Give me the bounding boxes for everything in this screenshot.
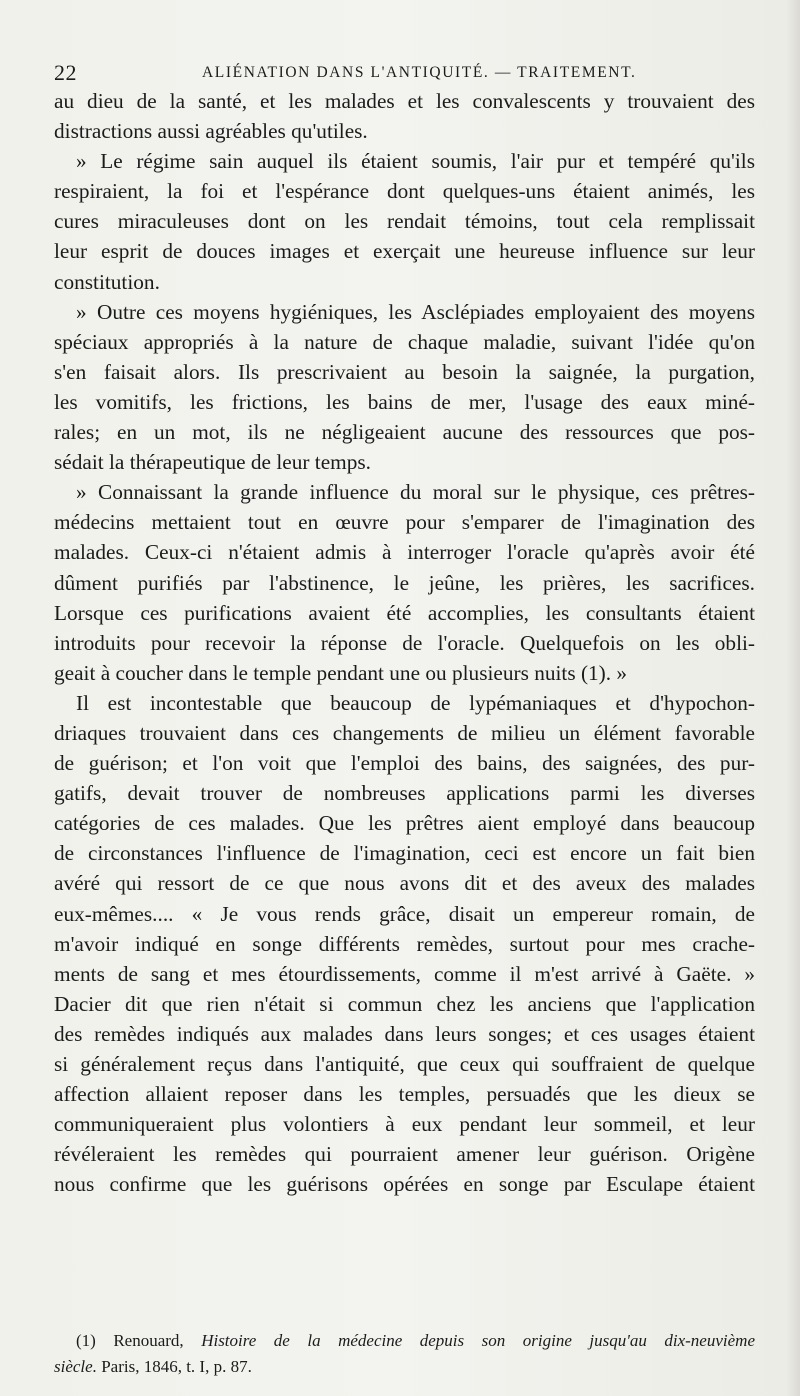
text-line: au dieu de la santé, et les malades et les convalescents y trouvaient des xyxy=(54,89,755,113)
text-line: affection allaient reposer dans les temples, persuadés que les dieux se xyxy=(54,1082,755,1107)
page-edge-shadow xyxy=(786,0,800,1396)
running-head: ALIÉNATION DANS L'ANTIQUITÉ. — TRAITEMENT. xyxy=(202,64,637,81)
text-line: des remèdes indiqués aux malades dans leurs songes; et ces usages étaient xyxy=(54,1021,755,1046)
text-line: » Le régime sain auquel ils étaient soumis, l'air pur et tempéré qu'ils xyxy=(76,149,755,174)
footnote-ref: (1) Renouard, xyxy=(76,1331,184,1350)
text-line: dûment purifiés par l'abstinence, le jeûne, les prières, les sacrifices. xyxy=(54,570,755,595)
text-line: introduits pour recevoir la réponse de l'oracle. Quelquefois on les obli- xyxy=(54,630,755,655)
text-line: sédait la thérapeutique de leur temps. xyxy=(54,450,371,475)
text-line: révéleraient les remèdes qui pourraient amener leur guérison. Origène xyxy=(54,1142,755,1167)
text-line: avéré qui ressort de ce que nous avons dit et des aveux des malades xyxy=(54,871,755,896)
text-line: malades. Ceux-ci n'étaient admis à interroger l'oracle qu'après avoir été xyxy=(54,540,755,565)
page-header xyxy=(54,60,754,88)
text-line: eux-mêmes.... « Je vous rends grâce, disait un empereur romain, de xyxy=(54,901,755,926)
text-line: » Connaissant la grande influence du moral sur le physique, ces prêtres- xyxy=(76,480,755,505)
text-line: cures miraculeuses dont on les rendait témoins, tout cela remplissait xyxy=(54,209,755,234)
text-line: constitution. xyxy=(54,269,160,294)
page-number: 22 xyxy=(54,60,77,85)
text-line: les vomitifs, les frictions, les bains de mer, l'usage des eaux miné- xyxy=(54,389,755,414)
text-line: Dacier dit que rien n'était si commun chez les anciens que l'application xyxy=(54,991,755,1016)
text-line: distractions aussi agréables qu'utiles. xyxy=(54,119,368,144)
text-line: gatifs, devait trouver de nombreuses applications parmi les diverses xyxy=(54,781,755,806)
text-line: nous confirme que les guérisons opérées en songe par Esculape étaient xyxy=(54,1172,755,1197)
body-text xyxy=(54,86,755,1199)
text-line: rales; en un mot, ils ne négligeaient aucune des ressources que pos- xyxy=(54,420,755,445)
footnote-title: Histoire de la médecine depuis son origine jusqu'au dix-neuvième xyxy=(201,1331,755,1350)
text-line: catégories de ces malades. Que les prêtres aient employé dans beaucoup xyxy=(54,811,755,836)
text-line: spéciaux appropriés à la nature de chaque maladie, suivant l'idée qu'on xyxy=(54,329,755,354)
text-line: de circonstances l'influence de l'imagination, ceci est encore un fait bien xyxy=(54,841,755,866)
footnote-title-end: siècle. xyxy=(54,1357,97,1376)
text-line: si généralement reçus dans l'antiquité, que ceux qui souffraient de quelque xyxy=(54,1052,755,1076)
text-line: médecins mettaient tout en œuvre pour s'emparer de l'imagination des xyxy=(54,510,755,535)
text-line: Il est incontestable que beaucoup de lypémaniaques et d'hypochon- xyxy=(76,690,755,715)
text-line: ments de sang et mes étourdissements, comme il m'est arrivé à Gaëte. » xyxy=(54,961,755,986)
text-line: de guérison; et l'on voit que l'emploi des bains, des saignées, des pur- xyxy=(54,751,755,776)
footnote-line xyxy=(54,1328,755,1354)
text-line: s'en faisait alors. Ils prescrivaient au besoin la saignée, la purgation, xyxy=(54,359,755,384)
footnote xyxy=(54,1328,755,1380)
text-line: Lorsque ces purifications avaient été accomplies, les consultants étaient xyxy=(54,600,755,625)
text-line: respiraient, la foi et l'espérance dont quelques-uns étaient animés, les xyxy=(54,179,755,204)
text-line: leur esprit de douces images et exerçait une heureuse influence sur leur xyxy=(54,239,755,264)
footnote-line xyxy=(54,1354,755,1380)
text-line: communiqueraient plus volontiers à eux pendant leur sommeil, et leur xyxy=(54,1112,755,1137)
text-line: m'avoir indiqué en songe différents remèdes, surtout pour mes crache- xyxy=(54,931,755,956)
text-line: driaques trouvaient dans ces changements de milieu un élément favorable xyxy=(54,720,755,745)
footnote-imprint: Paris, 1846, t. I, p. 87. xyxy=(101,1357,252,1376)
text-line: » Outre ces moyens hygiéniques, les Asclépiades employaient des moyens xyxy=(76,299,755,324)
text-line: geait à coucher dans le temple pendant une ou plusieurs nuits (1). » xyxy=(54,660,628,685)
